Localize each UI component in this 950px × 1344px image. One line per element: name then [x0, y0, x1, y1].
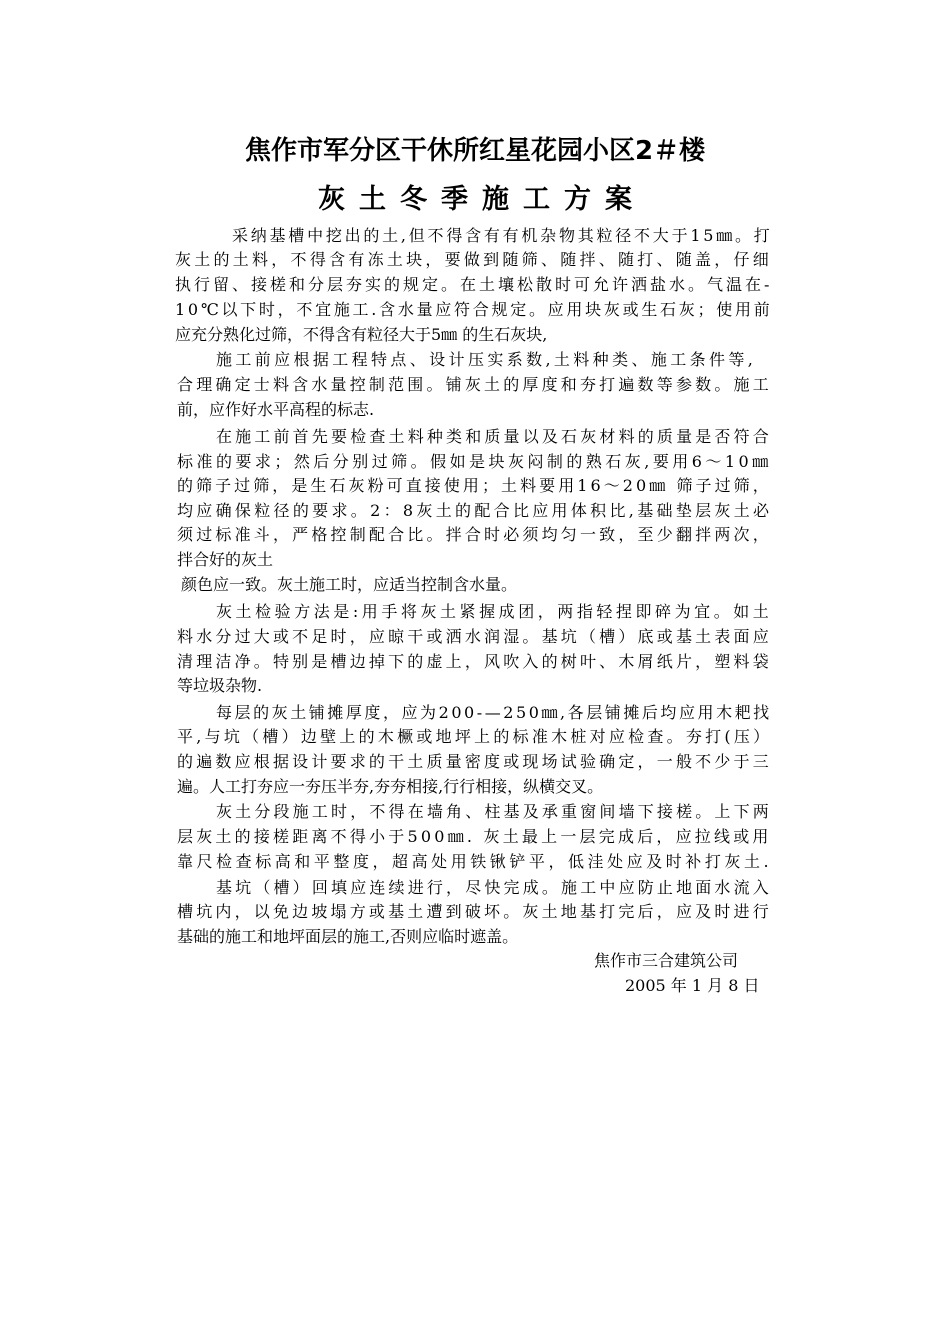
text-line: 每层的灰土铺摊厚度，应为200-—250㎜,各层铺摊后均应用木耙找 — [216, 703, 772, 722]
text-line: 在施工前首先要检查土料种类和质量以及石灰材料的质量是否符合 — [216, 427, 772, 446]
text-line: 遍。人工打夯应一夯压半夯,夯夯相接,行行相接，纵横交叉。 — [177, 777, 604, 796]
text-line: 应充分熟化过筛，不得含有粒径大于5㎜ 的生石灰块, — [175, 325, 548, 344]
text-line: 颜色应一致。灰土施工时，应适当控制含水量。 — [181, 575, 518, 594]
text-line: 执行留、接槎和分层夯实的规定。在土壤松散时可允许洒盐水。气温在- — [175, 275, 773, 294]
signature-date: 2005 年 1 月 8 日 — [625, 976, 760, 995]
text-line: 须过标准斗，严格控制配合比。拌合时必须均匀一致，至少翻拌两次， — [177, 525, 772, 544]
text-line: 施工前应根据工程特点、设计压实系数,土料种类、施工条件等, — [216, 350, 757, 369]
text-line: 靠尺检查标高和平整度，超高处用铁锹铲平，低洼处应及时补打灰土. — [177, 852, 773, 871]
text-line: 基础的施工和地坪面层的施工,否则应临时遮盖。 — [177, 927, 519, 946]
text-line: 采纳基槽中挖出的土,但不得含有有机杂物其粒径不大于15㎜。打 — [232, 226, 773, 245]
text-line: 灰土分段施工时，不得在墙角、柱基及承重窗间墙下接槎。上下两 — [216, 802, 772, 821]
text-line: 清理洁净。特别是槽边掉下的虚上，风吹入的树叶、木屑纸片，塑料袋 — [177, 652, 772, 671]
document-title: 焦作市军分区干休所红星花园小区2＃楼 — [244, 136, 706, 166]
text-line: 的筛子过筛，是生石灰粉可直接使用；土料要用16～20㎜ 筛子过筛， — [177, 476, 772, 495]
text-line: 灰土检验方法是:用手将灰土紧握成团，两指轻捏即碎为宜。如土 — [216, 602, 773, 621]
text-line: 合理确定士料含水量控制范围。铺灰土的厚度和夯打遍数等参数。施工 — [177, 375, 772, 394]
text-line: 料水分过大或不足时，应晾干或洒水润湿。基坑（槽）底或基土表面应 — [177, 627, 772, 646]
text-line: 的遍数应根据设计要求的干土质量密度或现场试验确定，一般不少于三 — [177, 752, 772, 771]
text-line: 标准的要求；然后分别过筛。假如是块灰闷制的熟石灰,要用6～10㎜ — [177, 452, 772, 471]
text-line: 前，应作好水平高程的标志. — [177, 400, 375, 419]
document-subtitle: 灰土冬季施工方案 — [318, 184, 646, 215]
text-line: 基坑（槽）回填应连续进行，尽快完成。施工中应防止地面水流入 — [216, 878, 772, 897]
text-line: 槽坑内，以免边坡塌方或基土遭到破坏。灰土地基打完后，应及时进行 — [177, 902, 772, 921]
text-line: 10℃以下时，不宜施工.含水量应符合规定。应用块灰或生石灰；使用前 — [175, 300, 773, 319]
text-line: 灰土的土料，不得含有冻土块，要做到随筛、随拌、随打、随盖，仔细 — [175, 250, 773, 269]
text-line: 平,与坑（槽）边壁上的木橛或地坪上的标准木桩对应检查。夯打(压） — [177, 727, 773, 746]
text-line: 等垃圾杂物. — [177, 676, 263, 695]
signature-company: 焦作市三合建筑公司 — [594, 951, 739, 970]
text-line: 均应确保粒径的要求。2：8灰土的配合比应用体积比,基础垫层灰土必 — [177, 501, 773, 520]
text-line: 拌合好的灰土 — [177, 550, 274, 569]
text-line: 层灰土的接槎距离不得小于500㎜. 灰土最上一层完成后，应拉线或用 — [177, 827, 772, 846]
